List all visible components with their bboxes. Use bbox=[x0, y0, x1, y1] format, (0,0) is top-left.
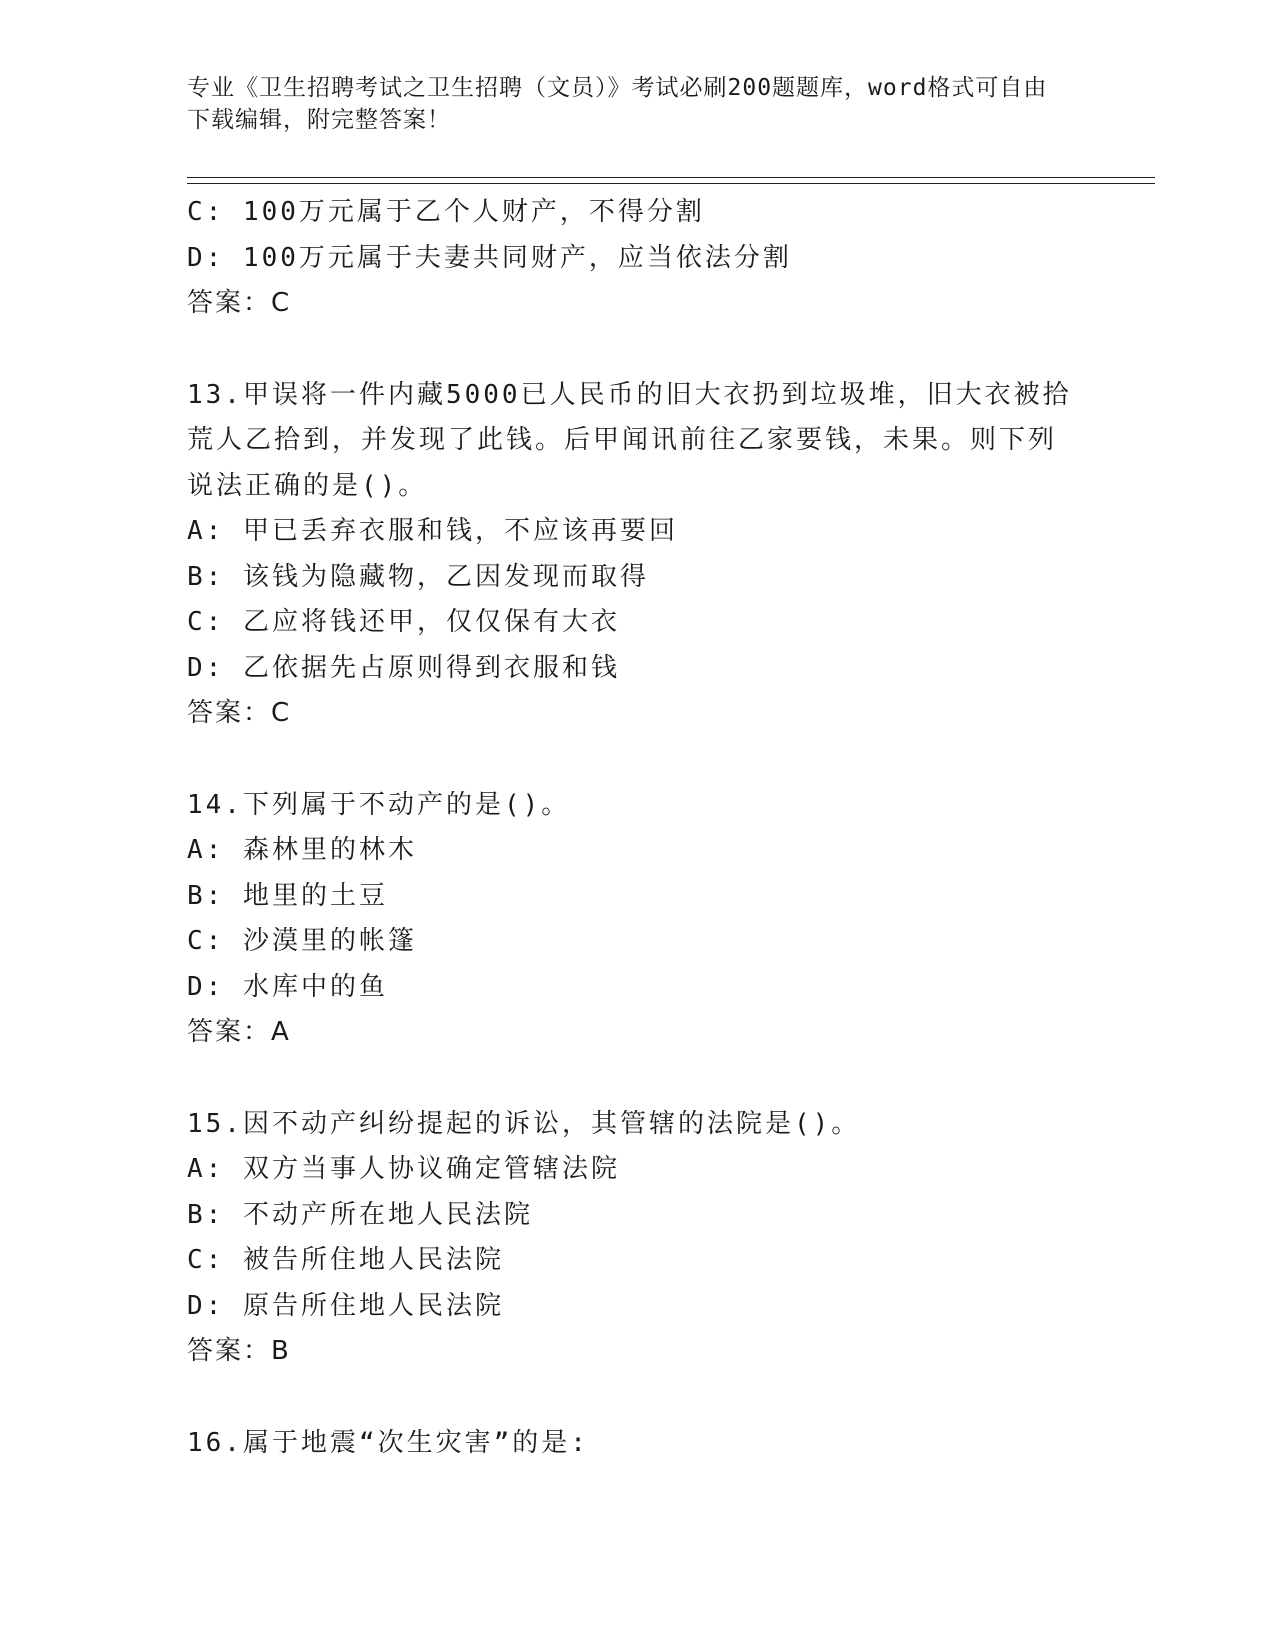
option-a: A: 双方当事人协议确定管辖法院 bbox=[187, 1154, 620, 1184]
question-stem: 荒人乙拾到，并发现了此钱。后甲闻讯前往乙家要钱，未果。则下列 bbox=[187, 425, 1058, 455]
question-16 bbox=[187, 1421, 1087, 1467]
question-spacer bbox=[187, 327, 1087, 373]
option-c: C: 被告所住地人民法院 bbox=[187, 1245, 504, 1275]
option-d: D: 100万元属于夫妻共同财产，应当依法分割 bbox=[187, 242, 792, 273]
document-header: 专业《卫生招聘考试之卫生招聘（文员）》考试必刷200题题库，word格式可自由下载编辑，附完整答案！ bbox=[187, 75, 1048, 133]
question-stem: 16.属于地震“次生灾害”的是: bbox=[187, 1427, 589, 1458]
question-stem: 15.因不动产纠纷提起的诉讼，其管辖的法院是()。 bbox=[187, 1108, 861, 1139]
answer-line: 答案：C bbox=[187, 288, 292, 318]
question-spacer bbox=[187, 737, 1087, 783]
question-list bbox=[187, 190, 1087, 1466]
question-14 bbox=[187, 783, 1087, 1056]
question-stem: 13.甲误将一件内藏5000已人民币的旧大衣扔到垃圾堆，旧大衣被拾 bbox=[187, 379, 1072, 410]
option-a: A: 甲已丢弃衣服和钱，不应该再要回 bbox=[187, 516, 678, 546]
answer-line: 答案：B bbox=[187, 1336, 291, 1366]
answer-line: 答案：A bbox=[187, 1017, 291, 1047]
question-15 bbox=[187, 1102, 1087, 1375]
question-spacer bbox=[187, 1375, 1087, 1421]
option-c: C: 乙应将钱还甲，仅仅保有大衣 bbox=[187, 607, 620, 637]
option-b: B: 该钱为隐藏物，乙因发现而取得 bbox=[187, 561, 649, 592]
option-c: C: 沙漠里的帐篷 bbox=[187, 926, 417, 956]
option-d: D: 水库中的鱼 bbox=[187, 971, 388, 1002]
question-13 bbox=[187, 373, 1087, 737]
header-divider-top bbox=[187, 177, 1155, 178]
question-stem: 14.下列属于不动产的是()。 bbox=[187, 789, 571, 820]
option-c: C: 100万元属于乙个人财产，不得分割 bbox=[187, 197, 705, 227]
option-a: A: 森林里的林木 bbox=[187, 835, 417, 865]
answer-line: 答案：C bbox=[187, 698, 292, 728]
option-b: B: 地里的土豆 bbox=[187, 880, 388, 911]
option-d: D: 原告所住地人民法院 bbox=[187, 1290, 504, 1321]
option-b: B: 不动产所在地人民法院 bbox=[187, 1199, 533, 1230]
question-spacer bbox=[187, 1056, 1087, 1102]
header-divider-bottom bbox=[187, 183, 1155, 184]
question-12-continuation bbox=[187, 190, 1087, 327]
question-stem: 说法正确的是()。 bbox=[187, 470, 428, 501]
option-d: D: 乙依据先占原则得到衣服和钱 bbox=[187, 652, 620, 683]
